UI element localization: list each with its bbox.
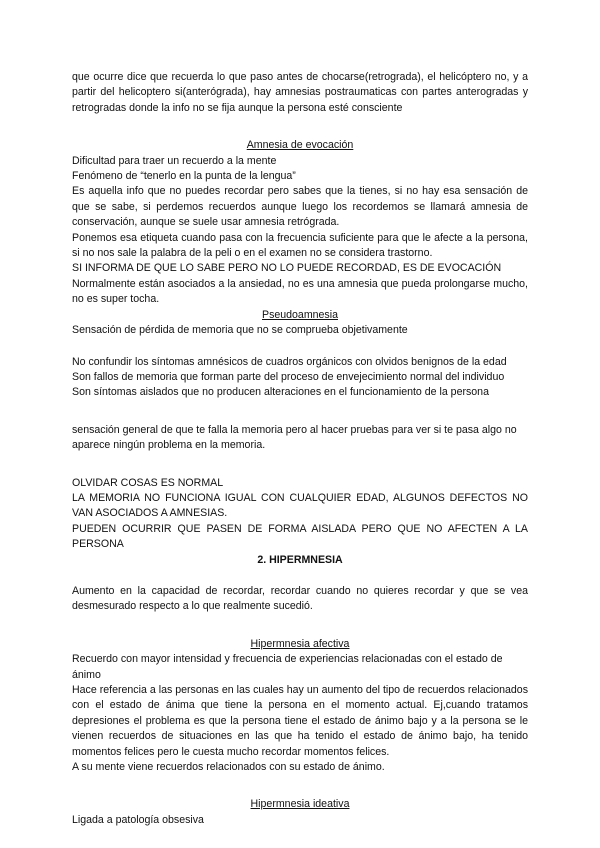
pseudo-list-item-3: Son síntomas aislados que no producen alteraciones en el funcionamiento de la persona [72,386,489,399]
evocacion-line-2: Fenómeno de “tenerlo en la punta de la lengua” [72,170,296,183]
afectiva-line-3: A su mente viene recuerdos relacionados con su estado de ánimo. [72,761,385,774]
intro-paragraph: que ocurre dice que recuerda lo que paso antes de chocarse(retrograda), el helicóptero no, y a partir del helicoptero si(anterógrada), hay amnesias postraumaticas con partes anterogradas y retrogradas donde la info no se fija aunque la persona esté consciente [72,71,528,114]
pseudo-list-item-2: Son fallos de memoria que forman parte del proceso de envejecimiento normal del individuo [72,370,505,383]
evocacion-paragraph-2: Ponemos esa etiqueta cuando pasa con la frecuencia suficiente para que le afecte a la persona, si no nos sale la palabra de la peli o en el examen no se considera trastorno. [72,231,528,260]
heading-hipermnesia-ideativa: Hipermnesia ideativa [250,798,350,811]
hipermnesia-definition: Aumento en la capacidad de recordar, recordar cuando no quieres recordar y que se vea desmesurado respecto a lo que realmente sucedió. [72,584,528,613]
heading-amnesia-evocacion: Amnesia de evocación [246,139,354,152]
heading-hipermnesia-afectiva: Hipermnesia afectiva [250,637,350,650]
pseudo-list-item-1: No confundir los síntomas amnésicos de cuadros orgánicos con olvidos benignos de la edad [72,355,507,368]
pseudo-caps-3: PUEDEN OCURRIR QUE PASEN DE FORMA AISLADA PERO QUE NO AFECTEN A LA PERSONA [72,522,528,551]
heading-pseudoamnesia: Pseudoamnesia [262,308,338,321]
pseudo-sensacion-paragraph: sensación general de que te falla la memoria pero al hacer pruebas para ver si te pasa algo no aparece ningún problema en la memoria. [72,423,517,452]
evocacion-paragraph-1: Es aquella info que no puedes recordar pero sabes que la tienes, si no hay esa sensación de que se sabe, si perdemos recuerdos aunque luego los recordemos se llamará amnesia de conservación, aunque se suele usar amnesia retrógrada. [72,185,528,229]
pseudo-definition: Sensación de pérdida de memoria que no se comprueba objetivamente [72,324,408,337]
document-page [72,70,528,828]
pseudo-caps-2: LA MEMORIA NO FUNCIONA IGUAL CON CUALQUIER EDAD, ALGUNOS DEFECTOS NO VAN ASOCIADOS A AMNESIAS. [72,491,528,520]
pseudo-caps-1: OLVIDAR COSAS ES NORMAL [72,476,224,489]
evocacion-line-1: Dificultad para traer un recuerdo a la mente [72,154,277,167]
heading-hipermnesia: 2. HIPERMNESIA [257,553,343,566]
evocacion-paragraph-3: Normalmente están asociados a la ansiedad, no es una amnesia que pueda prolongarse mucho, no es super tocha. [72,277,528,306]
evocacion-caps-line: SI INFORMA DE QUE LO SABE PERO NO LO PUEDE RECORDAD, ES DE EVOCACIÓN [72,262,502,275]
ideativa-line: Ligada a patología obsesiva [72,813,204,826]
afectiva-line-1: Recuerdo con mayor intensidad y frecuencia de experiencias relacionadas con el estado de ánimo [72,653,503,681]
afectiva-paragraph: Hace referencia a las personas en las cuales hay un aumento del tipo de recuerdos relacionados con el estado de ánima que tiene la persona en el momento actual. Ej,cuando tratamos depresiones el problema es que la persona tiene el estado de ánimo bajo y a la persona se le vienen recuerdos de situaciones en las que ha tenido el estado de ánimo bajo, ha tenido momentos felices pero le cuesta mucho recordar momentos felices. [72,684,528,758]
